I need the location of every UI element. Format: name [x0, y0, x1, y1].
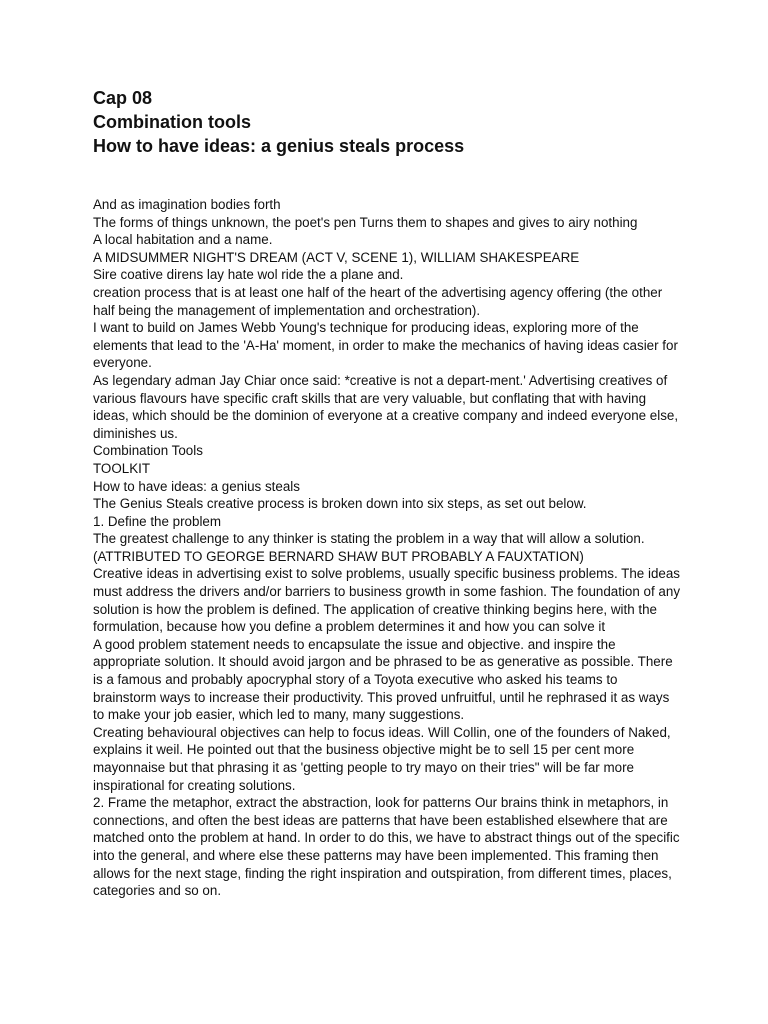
paragraph: The Genius Steals creative process is broken down into six steps, as set out below. — [93, 496, 587, 512]
chapter-number: Cap 08 — [93, 88, 153, 108]
paragraph: Creating behavioural objectives can help to focus ideas. Will Collin, one of the founders of Naked, explains it weil. He pointed out that the business objective might be to sell 15 per cent more mayonnaise but that phrasing it as 'getting people to try mayo on their tries" will be far more inspirational for creating solutions. — [93, 724, 671, 793]
body-text — [93, 196, 683, 900]
paragraph: A good problem statement needs to encapsulate the issue and objective. and inspire the appropriate solution. It should avoid jargon and be phrased to be as generative as possible. There is a famous and probably apocryphal story of a Toyota executive who asked his teams to brainstorm ways to increase their productivity. This proved unfruitful, until he rephrased it as ways to make your job easier, which led to many, many suggestions. — [93, 636, 673, 723]
chapter-title: Combination tools — [93, 112, 251, 132]
verse-line: A local habitation and a name. — [93, 232, 273, 248]
section-label: Combination Tools — [93, 443, 203, 459]
paragraph: 2. Frame the metaphor, extract the abstraction, look for patterns Our brains think in metaphors, in connections, and often the best ideas are patterns that have been established elsewhere that are matched onto the problem at hand. In order to do this, we have to abstract things out of the specific into the general, and where else these patterns may have been implemented. This framing then allows for the next stage, finding the right inspiration and outspiration, from different times, places, categories and so on. — [93, 795, 680, 899]
quote: The greatest challenge to any thinker is stating the problem in a way that will allow a solution. — [93, 531, 645, 547]
verse-attribution: A MIDSUMMER NIGHT'S DREAM (ACT V, SCENE 1), WILLIAM SHAKESPEARE — [93, 249, 580, 265]
quote-attribution: (ATTRIBUTED TO GEORGE BERNARD SHAW BUT PROBABLY A FAUXTATION) — [93, 548, 584, 564]
section-label: TOOLKIT — [93, 460, 151, 476]
paragraph: I want to build on James Webb Young's technique for producing ideas, exploring more of the elements that lead to the 'A-Ha' moment, in order to make the mechanics of having ideas casier for everyone. — [93, 320, 678, 371]
chapter-subtitle: How to have ideas: a genius steals process — [93, 136, 465, 156]
paragraph: creation process that is at least one half of the heart of the advertising agency offering (the other half being the management of implementation and orchestration). — [93, 284, 663, 318]
paragraph: Creative ideas in advertising exist to solve problems, usually specific business problems. The ideas must address the drivers and/or barriers to business growth in some fashion. The foundation of any solution is how the problem is defined. The application of creative thinking begins here, with the formulation, because how you define a problem determines it and how you can solve it — [93, 566, 681, 635]
verse-line: And as imagination bodies forth — [93, 197, 281, 212]
section-label: How to have ideas: a genius steals — [93, 478, 300, 494]
paragraph: Sire coative direns lay hate wol ride the a plane and. — [93, 267, 404, 283]
paragraph: As legendary adman Jay Chiar once said: *creative is not a depart-ment.' Advertising creatives of various flavours have specific craft skills that are very valuable, but conflating that with having ideas, which should be the dominion of everyone at a creative company and indeed everyone else, diminishes us. — [93, 372, 679, 441]
step-heading: 1. Define the problem — [93, 513, 222, 529]
document-page — [93, 86, 683, 900]
verse-line: The forms of things unknown, the poet's pen Turns them to shapes and gives to airy nothing — [93, 214, 638, 230]
chapter-heading-block — [93, 86, 683, 158]
